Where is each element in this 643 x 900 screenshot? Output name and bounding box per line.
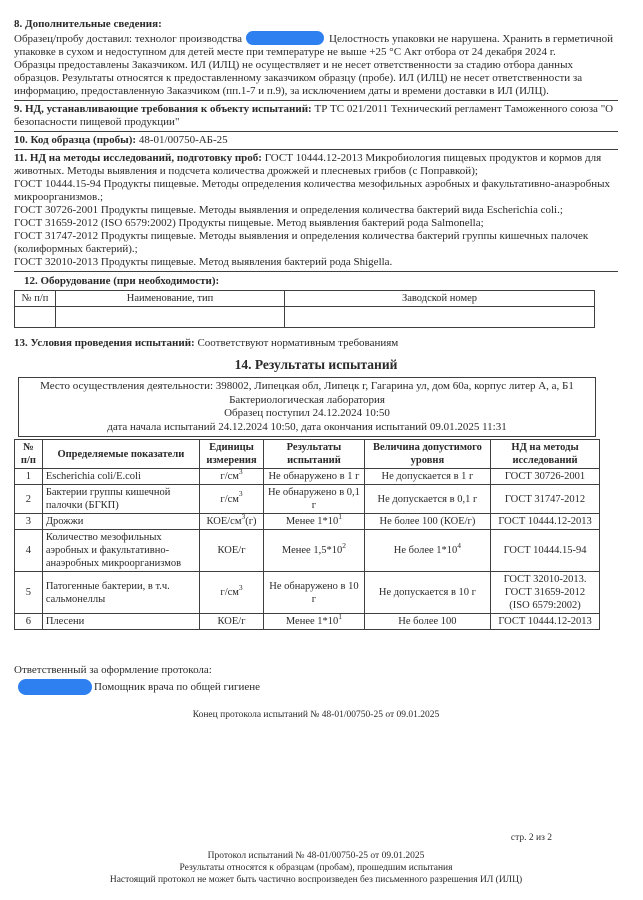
row-nd: ГОСТ 31747-2012 bbox=[491, 485, 600, 514]
row-indicator: Escherichia coli/E.coli bbox=[42, 469, 199, 485]
gost-item: ГОСТ 31659-2012 (ISO 6579:2002) Продукты пищевые. Метод выявления бактерий рода Salmonella; bbox=[14, 217, 484, 229]
section-13-title: 13. Условия проведения испытаний: bbox=[14, 337, 195, 349]
equipment-cell bbox=[15, 307, 56, 328]
row-num: 4 bbox=[15, 530, 43, 572]
section-12-title: 12. Оборудование (при необходимости): bbox=[24, 275, 220, 287]
row-limit: Не допускается в 10 г bbox=[364, 572, 490, 614]
table-row bbox=[15, 572, 600, 614]
equipment-header-serial: Заводской номер bbox=[285, 291, 595, 307]
footer-line-3: Настоящий протокол не может быть частично воспроизведен без письменного разрешения ИЛ (ИЛЦ) bbox=[109, 875, 523, 885]
row-nd: ГОСТ 30726-2001 bbox=[491, 469, 600, 485]
gost-item: ГОСТ 10444.15-94 Продукты пищевые. Методы определения количества мезофильных аэробных и факультативно-анаэробных микроорганизмов.; bbox=[14, 178, 611, 203]
signature-row bbox=[14, 679, 618, 695]
row-num: 5 bbox=[15, 572, 43, 614]
row-result: Менее $1,5*10^2$ bbox=[264, 530, 365, 572]
results-header-result: Результаты испытаний bbox=[264, 440, 365, 469]
page-footer bbox=[14, 832, 618, 886]
gost-item: ГОСТ 31747-2012 Продукты пищевые. Методы выявления и определения количества бактерий группы кишечных палочек (колиформных бактерий).; bbox=[14, 230, 589, 255]
results-header-unit: Единицы измерения bbox=[199, 440, 263, 469]
equipment-header-name: Наименование, тип bbox=[56, 291, 285, 307]
section-8-additional-info bbox=[14, 18, 618, 98]
protocol-end-line: Конец протокола испытаний № 48-01/00750-25 от 09.01.2025 bbox=[192, 710, 440, 720]
equipment-cell bbox=[56, 307, 285, 328]
row-unit: $г/см^3$ bbox=[199, 572, 263, 614]
row-result: Не обнаружено в 10 г bbox=[264, 572, 365, 614]
section-11-title: 11. НД на методы исследований, подготовку проб: bbox=[14, 152, 262, 164]
activity-place: Место осуществления деятельности: 398002, Липецкая обл, Липецк г, Гагарина ул, дом 60а, корпус литер А, а, Б1 bbox=[40, 380, 574, 392]
results-table bbox=[14, 439, 600, 630]
laboratory-name: Бактериологическая лаборатория bbox=[229, 393, 385, 406]
table-row bbox=[15, 530, 600, 572]
redaction-box bbox=[246, 31, 324, 45]
section-10-text: 48-01/00750-АБ-25 bbox=[138, 134, 228, 146]
results-header-indicator: Определяемые показатели bbox=[42, 440, 199, 469]
table-row bbox=[15, 485, 600, 514]
equipment-header-row bbox=[15, 291, 595, 307]
gost-item: ГОСТ 30726-2001 Продукты пищевые. Методы выявления и определения количества бактерий вида Escherichia coli.; bbox=[14, 204, 563, 216]
redaction-box bbox=[18, 679, 92, 695]
row-unit: КОЕ/г bbox=[199, 530, 263, 572]
row-indicator: Плесени bbox=[42, 614, 199, 630]
row-result: Менее $1*10^1$ bbox=[264, 614, 365, 630]
divider bbox=[14, 100, 618, 101]
row-indicator: Бактерии группы кишечной палочки (БГКП) bbox=[42, 485, 199, 514]
row-nd: ГОСТ 32010-2013. ГОСТ 31659-2012 (ISO 6579:2002) bbox=[491, 572, 600, 614]
row-num: 1 bbox=[15, 469, 43, 485]
row-limit: Не допускается в 1 г bbox=[364, 469, 490, 485]
row-unit: $г/см^3$ bbox=[199, 469, 263, 485]
row-num: 6 bbox=[15, 614, 43, 630]
footer-line-2: Результаты относятся к образцам (пробам), прошедшим испытания bbox=[179, 863, 453, 873]
gost-item: ГОСТ 10444.12-2013 Микробиология пищевых продуктов и кормов для животных. Методы выявления и подсчета количества дрожжей и плесневых грибов (с Поправкой); bbox=[14, 152, 602, 177]
row-limit: Не более 100 (КОЕ/г) bbox=[364, 514, 490, 530]
row-limit: Не более $1*10^4$ bbox=[364, 530, 490, 572]
section-11-first-line bbox=[14, 152, 618, 178]
equipment-empty-row bbox=[15, 307, 595, 328]
section-8-paragraph-1: Образец/пробу доставил: технолог производства Целостность упаковки не нарушена. Хранить в герметичной упаковке в сухом и недоступном для детей месте при температуре не выше +25 °С Акт отбора от 24 декабря 2024 г. bbox=[14, 33, 613, 58]
row-num: 3 bbox=[15, 514, 43, 530]
signature-label: Ответственный за оформление протокола: bbox=[14, 664, 212, 676]
table-row bbox=[15, 514, 600, 530]
signature-position: Помощник врача по общей гигиене bbox=[94, 681, 261, 693]
row-result: Менее $1*10^1$ bbox=[264, 514, 365, 530]
section-13-text: Соответствуют нормативным требованиям bbox=[197, 337, 399, 349]
row-unit: КОЕ/$см^3(г)$ bbox=[199, 514, 263, 530]
section-10-title: 10. Код образца (пробы): bbox=[14, 134, 137, 146]
row-indicator: Дрожжи bbox=[42, 514, 199, 530]
row-result: Не обнаружено в 0,1 г bbox=[264, 485, 365, 514]
equipment-cell bbox=[285, 307, 595, 328]
section-13-conditions bbox=[14, 337, 618, 350]
section-8-paragraph-2: Образцы предоставлены Заказчиком. ИЛ (ИЛЦ) не осуществляет и не несет ответственности за стадию отбора данных образцов. Результаты относятся к предоставленному заказчиком образцу (пробе). ИЛ (ИЛЦ) не несет ответственности за информацию, предоставленную Заказчиком (пп.1-7 и п.9), за исключением даты и времени доставки в ИЛ (ИЛЦ). bbox=[14, 59, 583, 97]
results-header-nd: НД на методы исследований bbox=[491, 440, 600, 469]
row-limit: Не более 100 bbox=[364, 614, 490, 630]
sample-received: Образец поступил 24.12.2024 10:50 bbox=[224, 407, 390, 419]
section-9-requirements bbox=[14, 103, 618, 129]
row-result: Не обнаружено в 1 г bbox=[264, 469, 365, 485]
results-header-limit: Величина допустимого уровня bbox=[364, 440, 490, 469]
test-dates: дата начала испытаний 24.12.2024 10:50, дата окончания испытаний 09.01.2025 11:31 bbox=[107, 420, 507, 433]
equipment-table bbox=[14, 290, 595, 328]
section-9-text: ТР ТС 021/2011 Технический регламент Таможенного союза "О безопасности пищевой продукции" bbox=[14, 103, 614, 128]
divider bbox=[14, 131, 618, 132]
row-nd: ГОСТ 10444.12-2013 bbox=[491, 614, 600, 630]
signature-block bbox=[14, 664, 618, 722]
table-row bbox=[15, 614, 600, 630]
section-14-heading: 14. Результаты испытаний bbox=[234, 357, 398, 372]
divider bbox=[14, 149, 618, 150]
results-header-num: № п/п bbox=[15, 440, 43, 469]
section-8-title: 8. Дополнительные сведения: bbox=[14, 18, 162, 30]
section-10-sample-code bbox=[14, 134, 618, 147]
row-unit: КОЕ/г bbox=[199, 614, 263, 630]
row-indicator: Патогенные бактерии, в т.ч. сальмонеллы bbox=[42, 572, 199, 614]
page-number: стр. 2 из 2 bbox=[510, 833, 552, 843]
row-unit: $г/см^3$ bbox=[199, 485, 263, 514]
row-indicator: Количество мезофильных аэробных и факультативно-анаэробных микроорганизмов bbox=[42, 530, 199, 572]
results-header-row bbox=[15, 440, 600, 469]
row-nd: ГОСТ 10444.12-2013 bbox=[491, 514, 600, 530]
row-limit: Не допускается в 0,1 г bbox=[364, 485, 490, 514]
gost-item: ГОСТ 32010-2013 Продукты пищевые. Метод выявления бактерий рода Shigella. bbox=[14, 256, 393, 268]
row-nd: ГОСТ 10444.15-94 bbox=[491, 530, 600, 572]
section-9-title: 9. НД, устанавливающие требования к объекту испытаний: bbox=[14, 103, 312, 115]
divider bbox=[14, 271, 618, 272]
results-info-box bbox=[18, 377, 596, 437]
table-row bbox=[15, 469, 600, 485]
section-11-methods bbox=[14, 152, 618, 269]
row-num: 2 bbox=[15, 485, 43, 514]
footer-line-1: Протокол испытаний № 48-01/00750-25 от 09.01.2025 bbox=[207, 851, 425, 861]
equipment-header-num: № п/п bbox=[15, 291, 56, 307]
